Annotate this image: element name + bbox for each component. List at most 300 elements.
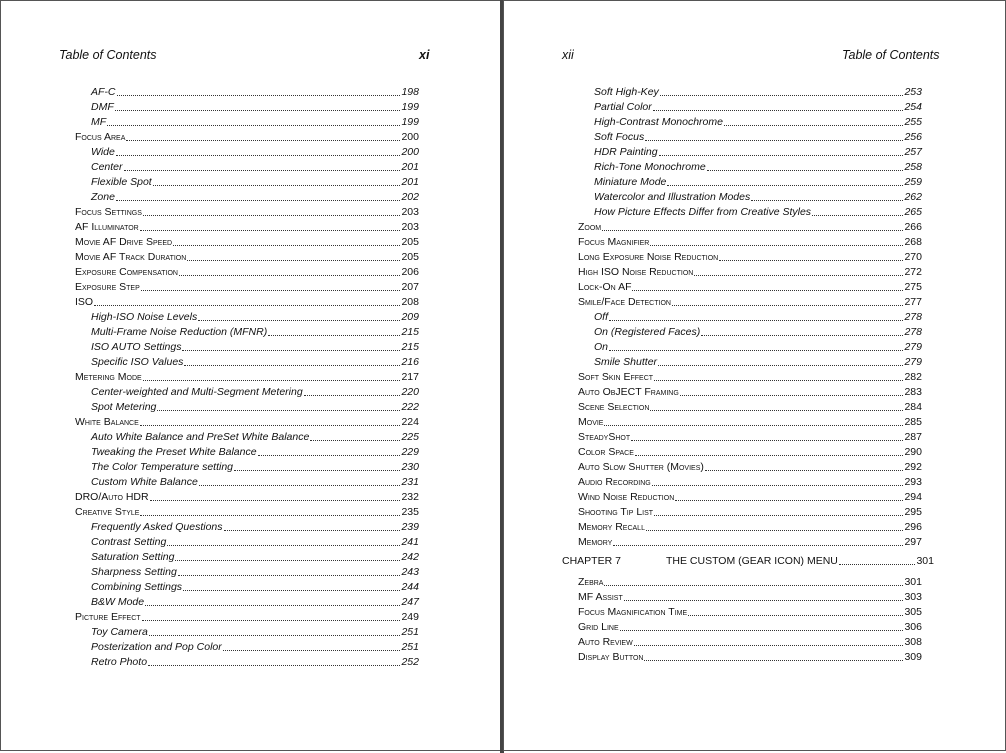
- toc-entry-page: 255: [904, 116, 922, 128]
- toc-entry-title: Soft High-Key: [594, 86, 659, 98]
- toc-entry[interactable]: [75, 490, 419, 505]
- dot-leader: [157, 410, 400, 411]
- dot-leader: [705, 470, 903, 471]
- dot-leader: [124, 170, 400, 171]
- toc-entry[interactable]: [578, 520, 922, 535]
- toc-entry[interactable]: [75, 430, 419, 445]
- toc-entry-page: 293: [904, 476, 922, 488]
- dot-leader: [631, 440, 903, 441]
- toc-entry-page: 278: [904, 311, 922, 323]
- toc-entry[interactable]: [578, 130, 922, 145]
- toc-entry[interactable]: [578, 85, 922, 100]
- toc-entry-page: 231: [401, 476, 419, 488]
- toc-entry-page: 235: [401, 506, 419, 518]
- toc-entry-page: 199: [401, 116, 419, 128]
- toc-entry-page: 252: [401, 656, 419, 668]
- toc-entry-title: Movie: [578, 416, 604, 428]
- toc-entry[interactable]: [75, 340, 419, 355]
- toc-entry-title: Specific ISO Values: [91, 356, 184, 368]
- dot-leader: [167, 545, 400, 546]
- toc-entry[interactable]: [75, 520, 419, 535]
- toc-entry-title: Movie AF Track Duration: [75, 251, 187, 263]
- toc-entry-title: Wind Noise Reduction: [578, 491, 675, 503]
- dot-leader: [694, 275, 903, 276]
- dot-leader: [650, 245, 903, 246]
- toc-entry-page: 251: [401, 626, 419, 638]
- toc-entry-page: 251: [401, 641, 419, 653]
- toc-entry-page: 295: [904, 506, 922, 518]
- toc-entry-title: Soft Skin Effect: [578, 371, 654, 383]
- toc-entry[interactable]: [578, 575, 922, 590]
- toc-entry[interactable]: [578, 605, 922, 620]
- toc-entry-page: 244: [401, 581, 419, 593]
- toc-entry-page: 230: [401, 461, 419, 473]
- right-page: [503, 0, 1006, 751]
- toc-entry-page: 207: [401, 281, 419, 293]
- toc-entry[interactable]: [578, 340, 922, 355]
- toc-entry-page: 284: [904, 401, 922, 413]
- dot-leader: [150, 500, 400, 501]
- dot-leader: [701, 335, 903, 336]
- toc-entry-title: HDR Painting: [594, 146, 658, 158]
- toc-entry-page: 243: [401, 566, 419, 578]
- dot-leader: [107, 125, 400, 126]
- toc-entry[interactable]: [75, 370, 419, 385]
- dot-leader: [675, 500, 903, 501]
- right-page-number: xii: [562, 48, 574, 62]
- dot-leader: [654, 380, 903, 381]
- toc-entry-page: 285: [904, 416, 922, 428]
- toc-entry-page: 209: [401, 311, 419, 323]
- dot-leader: [141, 290, 400, 291]
- dot-leader: [94, 305, 400, 306]
- toc-entry-page: 202: [401, 191, 419, 203]
- toc-entry[interactable]: [578, 535, 922, 550]
- dot-leader: [635, 455, 903, 456]
- dot-leader: [658, 365, 903, 366]
- toc-entry-title: Retro Photo: [91, 656, 148, 668]
- dot-leader: [634, 645, 903, 646]
- toc-entry[interactable]: [578, 505, 922, 520]
- dot-leader: [115, 110, 400, 111]
- toc-entry-page: 216: [401, 356, 419, 368]
- toc-entry-page: 259: [904, 176, 922, 188]
- toc-entry-title: Saturation Setting: [91, 551, 175, 563]
- toc-entry-title: DRO/Auto HDR: [75, 491, 149, 503]
- toc-entry[interactable]: [578, 490, 922, 505]
- dot-leader: [650, 410, 903, 411]
- toc-entry-title: Exposure Compensation: [75, 266, 178, 278]
- toc-entry[interactable]: [578, 265, 922, 280]
- right-header-title: Table of Contents: [842, 48, 940, 62]
- toc-entry-title: Metering Mode: [75, 371, 142, 383]
- toc-entry-page: 262: [904, 191, 922, 203]
- dot-leader: [646, 530, 903, 531]
- toc-entry-title: Contrast Setting: [91, 536, 167, 548]
- toc-entry[interactable]: [578, 590, 922, 605]
- dot-leader: [659, 155, 903, 156]
- toc-entry-page: 272: [904, 266, 922, 278]
- toc-entry-title: Shooting Tip List: [578, 506, 654, 518]
- toc-entry[interactable]: [75, 85, 419, 100]
- dot-leader: [140, 425, 400, 426]
- toc-entry-title: Multi-Frame Noise Reduction (MFNR): [91, 326, 268, 338]
- toc-entry[interactable]: [578, 205, 922, 220]
- dot-leader: [178, 575, 400, 576]
- toc-entry-title: Auto White Balance and PreSet White Balance: [91, 431, 310, 443]
- toc-entry-title: AF Illuminator: [75, 221, 139, 233]
- dot-leader: [839, 564, 916, 565]
- dot-leader: [688, 615, 903, 616]
- toc-entry-title: AF-C: [91, 86, 116, 98]
- toc-entry[interactable]: [75, 565, 419, 580]
- toc-entry-page: 232: [401, 491, 419, 503]
- toc-entry[interactable]: [75, 595, 419, 610]
- toc-entry-title: Focus Magnifier: [578, 236, 650, 248]
- toc-entry-page: 256: [904, 131, 922, 143]
- toc-entry[interactable]: [75, 550, 419, 565]
- chapter-title: THE CUSTOM (GEAR ICON) MENU: [666, 555, 838, 567]
- toc-entry-page: 220: [401, 386, 419, 398]
- toc-entry-title: High ISO Noise Reduction: [578, 266, 694, 278]
- dot-leader: [179, 275, 400, 276]
- toc-entry-page: 301: [904, 576, 922, 588]
- toc-entry-page: 287: [904, 431, 922, 443]
- toc-entry[interactable]: [75, 205, 419, 220]
- toc-entry-page: 296: [904, 521, 922, 533]
- toc-entry[interactable]: [578, 460, 922, 475]
- toc-entry-title: Spot Metering: [91, 401, 157, 413]
- dot-leader: [812, 215, 903, 216]
- toc-entry-title: B&W Mode: [91, 596, 145, 608]
- dot-leader: [182, 350, 400, 351]
- toc-entry-title: Auto Slow Shutter (Movies): [578, 461, 704, 473]
- toc-entry-title: Zone: [91, 191, 115, 203]
- toc-entry-title: On (Registered Faces): [594, 326, 701, 338]
- toc-entry-page: 297: [904, 536, 922, 548]
- dot-leader: [143, 380, 400, 381]
- toc-entry-page: 283: [904, 386, 922, 398]
- toc-entry[interactable]: [578, 220, 922, 235]
- toc-entry[interactable]: [578, 280, 922, 295]
- dot-leader: [604, 425, 903, 426]
- toc-entry-page: 277: [904, 296, 922, 308]
- toc-entry[interactable]: [75, 115, 419, 130]
- toc-entry-title: Flexible Spot: [91, 176, 152, 188]
- toc-entry[interactable]: [75, 640, 419, 655]
- toc-entry-title: Wide: [91, 146, 115, 158]
- toc-entry-title: Creative Style: [75, 506, 140, 518]
- toc-entry-page: 215: [401, 326, 419, 338]
- toc-entry-page: 292: [904, 461, 922, 473]
- toc-entry-page: 257: [904, 146, 922, 158]
- toc-entry-title: Toy Camera: [91, 626, 148, 638]
- toc-entry-title: ISO: [75, 296, 94, 308]
- toc-entry-page: 266: [904, 221, 922, 233]
- toc-entry-page: 239: [401, 521, 419, 533]
- toc-entry-title: How Picture Effects Differ from Creative Styles: [594, 206, 812, 218]
- toc-entry[interactable]: [75, 355, 419, 370]
- toc-entry-page: 225: [401, 431, 419, 443]
- dot-leader: [724, 125, 903, 126]
- dot-leader: [652, 485, 903, 486]
- toc-entry[interactable]: [578, 475, 922, 490]
- toc-entry-page: 270: [904, 251, 922, 263]
- dot-leader: [654, 515, 903, 516]
- toc-entry-page: 253: [904, 86, 922, 98]
- toc-entry[interactable]: [75, 130, 419, 145]
- toc-entry-title: MF: [91, 116, 107, 128]
- dot-leader: [223, 650, 400, 651]
- toc-entry[interactable]: [578, 430, 922, 445]
- dot-leader: [126, 140, 400, 141]
- chapter-heading[interactable]: [562, 553, 934, 569]
- right-toc-list: [578, 85, 922, 550]
- toc-entry[interactable]: [578, 385, 922, 400]
- toc-entry[interactable]: [578, 235, 922, 250]
- toc-entry-title: ISO AUTO Settings: [91, 341, 182, 353]
- toc-entry[interactable]: [75, 250, 419, 265]
- toc-entry[interactable]: [578, 415, 922, 430]
- dot-leader: [268, 335, 400, 336]
- toc-entry[interactable]: [75, 220, 419, 235]
- toc-entry[interactable]: [578, 635, 922, 650]
- toc-entry[interactable]: [75, 190, 419, 205]
- dot-leader: [604, 585, 903, 586]
- chapter-number: CHAPTER 7: [562, 555, 621, 567]
- toc-entry[interactable]: [75, 100, 419, 115]
- toc-entry[interactable]: [75, 295, 419, 310]
- toc-entry[interactable]: [75, 145, 419, 160]
- dot-leader: [198, 320, 400, 321]
- toc-entry-title: Zoom: [578, 221, 602, 233]
- toc-entry-title: Auto Review: [578, 636, 633, 648]
- toc-entry-title: Combining Settings: [91, 581, 183, 593]
- dot-leader: [184, 365, 400, 366]
- toc-entry[interactable]: [75, 415, 419, 430]
- toc-entry[interactable]: [578, 620, 922, 635]
- toc-entry-title: Scene Selection: [578, 401, 650, 413]
- toc-entry[interactable]: [578, 325, 922, 340]
- dot-leader: [258, 455, 400, 456]
- dot-leader: [602, 230, 903, 231]
- toc-entry-title: Memory: [578, 536, 613, 548]
- toc-entry-page: 306: [904, 621, 922, 633]
- left-page-number: xi: [419, 48, 430, 62]
- toc-entry[interactable]: [578, 160, 922, 175]
- toc-entry-title: The Color Temperature setting: [91, 461, 234, 473]
- toc-entry-title: High-ISO Noise Levels: [91, 311, 198, 323]
- dot-leader: [310, 440, 400, 441]
- toc-entry[interactable]: [75, 445, 419, 460]
- dot-leader: [672, 305, 903, 306]
- toc-entry-page: 247: [401, 596, 419, 608]
- toc-entry-title: Lock-On AF: [578, 281, 632, 293]
- dot-leader: [644, 660, 903, 661]
- dot-leader: [632, 290, 903, 291]
- toc-entry-title: Exposure Step: [75, 281, 140, 293]
- toc-entry[interactable]: [578, 310, 922, 325]
- toc-entry-page: 199: [401, 101, 419, 113]
- toc-entry[interactable]: [75, 235, 419, 250]
- toc-entry[interactable]: [578, 650, 922, 665]
- toc-entry[interactable]: [578, 250, 922, 265]
- toc-entry-title: Display Button: [578, 651, 644, 663]
- dot-leader: [304, 395, 400, 396]
- toc-entry-title: Audio Recording: [578, 476, 651, 488]
- toc-entry[interactable]: [75, 265, 419, 280]
- toc-entry[interactable]: [578, 445, 922, 460]
- toc-entry-title: Soft Focus: [594, 131, 645, 143]
- toc-entry-page: 265: [904, 206, 922, 218]
- toc-entry-page: 208: [401, 296, 419, 308]
- toc-entry-page: 200: [401, 146, 419, 158]
- toc-entry-page: 205: [401, 251, 419, 263]
- toc-entry-title: Movie AF Drive Speed: [75, 236, 173, 248]
- toc-entry[interactable]: [75, 625, 419, 640]
- toc-entry-title: Sharpness Setting: [91, 566, 177, 578]
- toc-entry[interactable]: [578, 100, 922, 115]
- toc-entry-title: Focus Magnification Time: [578, 606, 688, 618]
- dot-leader: [140, 515, 400, 516]
- dot-leader: [719, 260, 903, 261]
- toc-entry-title: Partial Color: [594, 101, 652, 113]
- toc-entry[interactable]: [578, 400, 922, 415]
- toc-entry-page: 303: [904, 591, 922, 603]
- left-toc-list: [75, 85, 419, 670]
- toc-entry-title: Focus Area: [75, 131, 126, 143]
- dot-leader: [149, 635, 400, 636]
- toc-entry[interactable]: [75, 475, 419, 490]
- toc-entry[interactable]: [75, 655, 419, 670]
- toc-entry[interactable]: [75, 580, 419, 595]
- dot-leader: [142, 620, 400, 621]
- toc-entry-title: Picture Effect: [75, 611, 141, 623]
- dot-leader: [140, 230, 400, 231]
- toc-entry-page: 203: [401, 221, 419, 233]
- toc-entry[interactable]: [75, 175, 419, 190]
- toc-entry-page: 254: [904, 101, 922, 113]
- toc-entry-title: MF Assist: [578, 591, 623, 603]
- dot-leader: [645, 140, 903, 141]
- toc-entry-page: 275: [904, 281, 922, 293]
- dot-leader: [116, 155, 400, 156]
- left-page: [0, 0, 502, 751]
- dot-leader: [175, 560, 400, 561]
- toc-entry-title: SteadyShot: [578, 431, 631, 443]
- toc-entry-page: 294: [904, 491, 922, 503]
- toc-entry-title: High-Contrast Monochrome: [594, 116, 723, 128]
- dot-leader: [624, 600, 903, 601]
- dot-leader: [224, 530, 400, 531]
- toc-entry-title: Auto ObJECT Framing: [578, 386, 679, 398]
- toc-entry-title: Miniature Mode: [594, 176, 667, 188]
- toc-entry-title: Smile Shutter: [594, 356, 658, 368]
- toc-entry-page: 305: [904, 606, 922, 618]
- toc-entry[interactable]: [578, 295, 922, 310]
- chapter-toc-list: [578, 575, 922, 665]
- dot-leader: [143, 215, 400, 216]
- toc-entry-page: 249: [401, 611, 419, 623]
- toc-entry[interactable]: [75, 400, 419, 415]
- toc-entry-title: White Balance: [75, 416, 139, 428]
- toc-entry-page: 198: [401, 86, 419, 98]
- toc-entry-page: 203: [401, 206, 419, 218]
- toc-entry-page: 205: [401, 236, 419, 248]
- toc-entry[interactable]: [75, 505, 419, 520]
- dot-leader: [609, 320, 903, 321]
- toc-entry-page: 268: [904, 236, 922, 248]
- chapter-page: 301: [916, 555, 934, 567]
- toc-entry-page: 222: [401, 401, 419, 413]
- toc-entry[interactable]: [578, 115, 922, 130]
- toc-entry[interactable]: [578, 355, 922, 370]
- toc-entry[interactable]: [75, 385, 419, 400]
- toc-entry[interactable]: [75, 310, 419, 325]
- toc-entry[interactable]: [75, 280, 419, 295]
- dot-leader: [116, 200, 400, 201]
- dot-leader: [153, 185, 400, 186]
- toc-entry[interactable]: [75, 160, 419, 175]
- toc-entry-page: 215: [401, 341, 419, 353]
- toc-entry-page: 242: [401, 551, 419, 563]
- toc-entry-page: 290: [904, 446, 922, 458]
- toc-entry-page: 200: [401, 131, 419, 143]
- toc-entry-page: 241: [401, 536, 419, 548]
- toc-entry-page: 282: [904, 371, 922, 383]
- toc-entry[interactable]: [75, 325, 419, 340]
- toc-entry-title: Tweaking the Preset White Balance: [91, 446, 257, 458]
- dot-leader: [751, 200, 903, 201]
- toc-entry-title: Off: [594, 311, 609, 323]
- toc-entry-page: 229: [401, 446, 419, 458]
- toc-entry-page: 278: [904, 326, 922, 338]
- toc-entry-title: Center-weighted and Multi-Segment Metering: [91, 386, 303, 398]
- toc-entry-page: 258: [904, 161, 922, 173]
- dot-leader: [173, 245, 400, 246]
- toc-entry-page: 308: [904, 636, 922, 648]
- dot-leader: [117, 95, 401, 96]
- dot-leader: [609, 350, 903, 351]
- toc-entry-title: Rich-Tone Monochrome: [594, 161, 706, 173]
- toc-entry[interactable]: [578, 190, 922, 205]
- toc-entry[interactable]: [75, 610, 419, 625]
- toc-entry-title: Color Space: [578, 446, 634, 458]
- toc-entry-page: 279: [904, 341, 922, 353]
- toc-entry-title: Long Exposure Noise Reduction: [578, 251, 719, 263]
- toc-entry-page: 201: [401, 176, 419, 188]
- dot-leader: [613, 545, 903, 546]
- dot-leader: [234, 470, 400, 471]
- toc-entry[interactable]: [578, 175, 922, 190]
- toc-entry[interactable]: [75, 535, 419, 550]
- dot-leader: [680, 395, 903, 396]
- toc-entry-title: DMF: [91, 101, 114, 113]
- toc-entry-page: 206: [401, 266, 419, 278]
- toc-entry-page: 224: [401, 416, 419, 428]
- toc-entry-page: 201: [401, 161, 419, 173]
- toc-entry-page: 309: [904, 651, 922, 663]
- dot-leader: [145, 605, 400, 606]
- toc-entry-title: Smile/Face Detection: [578, 296, 671, 308]
- toc-entry[interactable]: [75, 460, 419, 475]
- dot-leader: [707, 170, 903, 171]
- toc-entry[interactable]: [578, 370, 922, 385]
- dot-leader: [199, 485, 400, 486]
- toc-entry[interactable]: [578, 145, 922, 160]
- left-header-title: Table of Contents: [59, 48, 157, 62]
- dot-leader: [660, 95, 903, 96]
